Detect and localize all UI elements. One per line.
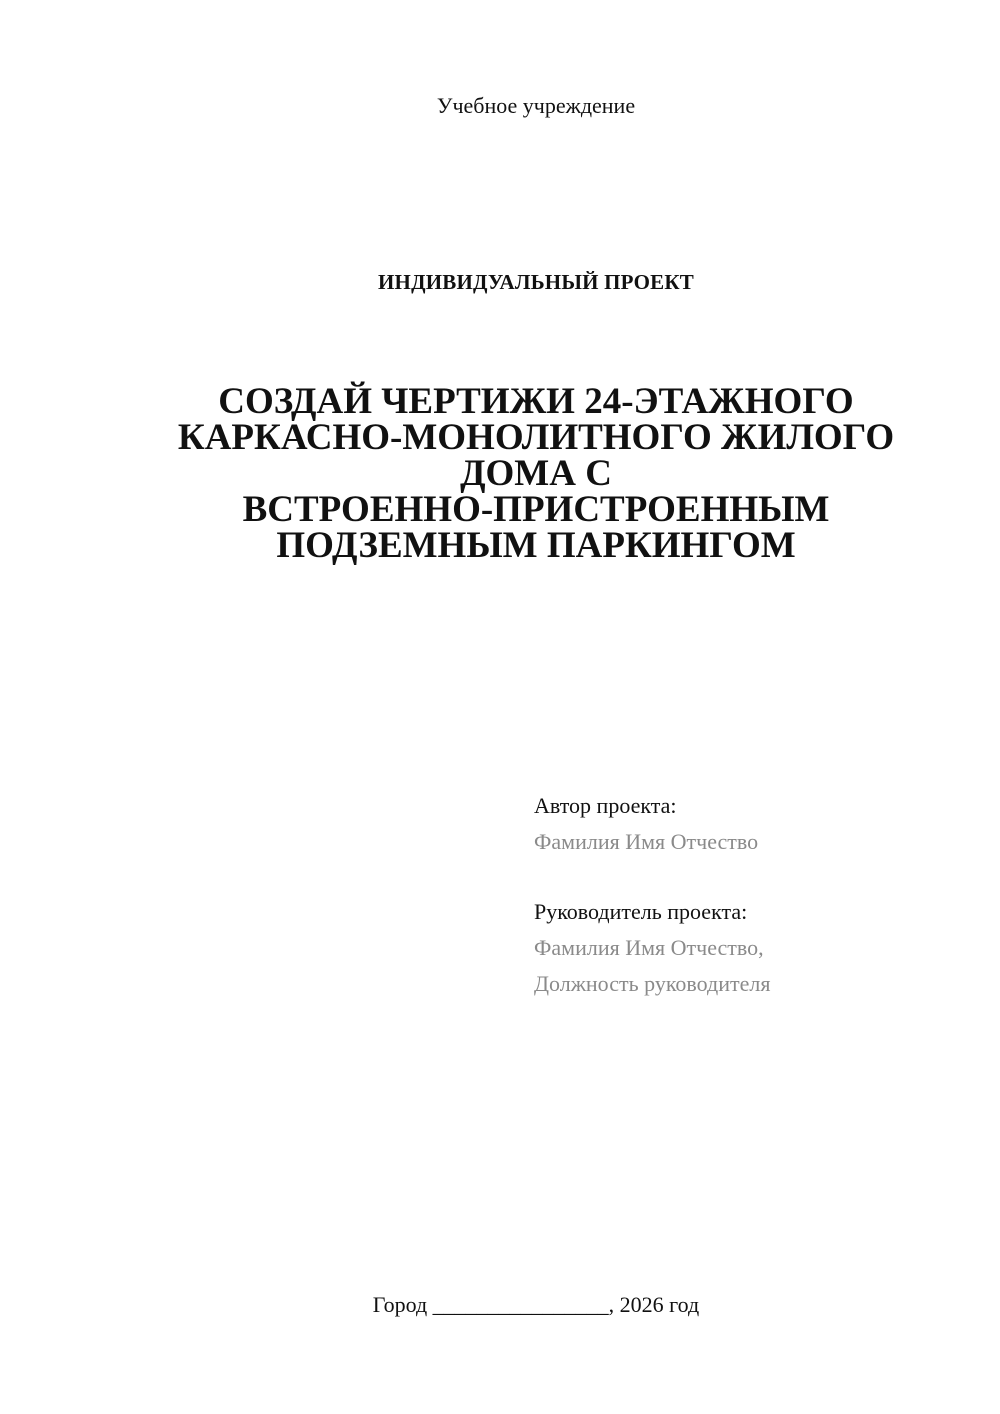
project-title — [100, 381, 972, 566]
project-title-line: СОЗДАЙ ЧЕРТИЖИ 24-ЭТАЖНОГО — [218, 381, 854, 422]
credits-block — [534, 788, 974, 1002]
supervisor-label: Руководитель проекта: — [534, 899, 748, 924]
author-name-placeholder: Фамилия Имя Отчество — [534, 829, 759, 854]
supervisor-name-placeholder: Фамилия Имя Отчество, — [534, 935, 764, 960]
credits-spacer — [534, 860, 974, 894]
institution-name: Учебное учреждение — [436, 93, 636, 118]
author-label: Автор проекта: — [534, 793, 677, 818]
project-type-heading: ИНДИВИДУАЛЬНЫЙ ПРОЕКТ — [378, 270, 694, 294]
supervisor-position-placeholder: Должность руководителя — [534, 971, 771, 996]
project-title-line: ПОДЗЕМНЫМ ПАРКИНГОМ — [276, 525, 796, 566]
city-year-line: Город ________________, 2026 год — [372, 1292, 700, 1317]
project-title-line: КАРКАСНО-МОНОЛИТНОГО ЖИЛОГО — [177, 417, 895, 458]
project-title-line: ВСТРОЕННО-ПРИСТРОЕННЫМ — [242, 489, 830, 530]
project-title-line: ДОМА С — [460, 453, 612, 494]
